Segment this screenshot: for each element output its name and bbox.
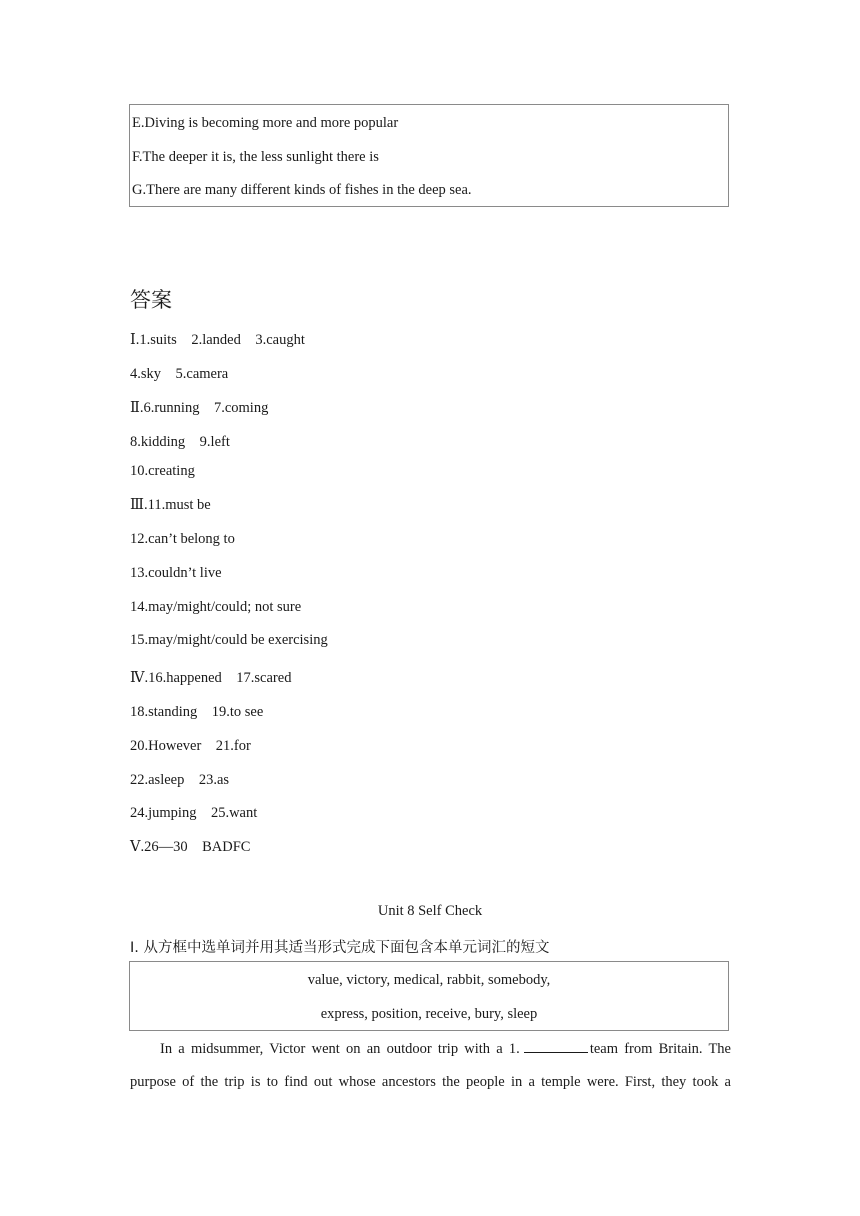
passage-text: team from Britain. The	[589, 1041, 731, 1057]
answer-line: Ⅱ.6.running 7.coming	[130, 400, 269, 416]
answer-line: 13.couldn’t live	[130, 565, 222, 581]
passage-line-2: purpose of the trip is to find out whose ancestors the people in a temple were. First, they took a	[130, 1074, 731, 1090]
answer-line: 20.However 21.for	[130, 738, 251, 754]
answer-line: 24.jumping 25.want	[130, 805, 258, 821]
answer-line: Ⅲ.11.must be	[130, 497, 211, 513]
word-box-line: value, victory, medical, rabbit, somebody,	[307, 972, 551, 988]
word-box	[129, 961, 729, 1031]
answer-line: Ⅴ.26—30 BADFC	[130, 839, 251, 855]
answer-blank[interactable]	[524, 1040, 588, 1053]
word-box-line: express, position, receive, bury, sleep	[320, 1006, 538, 1022]
answer-line: 10.creating	[130, 463, 195, 479]
answers-heading: 答案	[130, 288, 172, 312]
option-g: G.There are many different kinds of fishes in the deep sea.	[132, 182, 472, 198]
unit-title: Unit 8 Self Check	[377, 903, 483, 919]
passage-line-1	[130, 1040, 731, 1058]
answer-line: 15.may/might/could be exercising	[130, 632, 328, 648]
passage-text: In a midsummer, Victor went on an outdoor trip with a 1.	[160, 1041, 520, 1057]
answer-line: 22.asleep 23.as	[130, 772, 230, 788]
answer-line: Ⅰ.1.suits 2.landed 3.caught	[130, 332, 305, 348]
option-e: E.Diving is becoming more and more popular	[132, 115, 399, 131]
options-box	[129, 104, 729, 207]
answer-line: Ⅳ.16.happened 17.scared	[130, 670, 292, 686]
answer-line: 14.may/might/could; not sure	[130, 599, 302, 615]
option-f: F.The deeper it is, the less sunlight there is	[132, 149, 379, 165]
answer-line: 18.standing 19.to see	[130, 704, 264, 720]
section-title: Ⅰ. 从方框中选单词并用其适当形式完成下面包含本单元词汇的短文	[130, 940, 550, 956]
answer-line: 12.can’t belong to	[130, 531, 235, 547]
answer-line: 4.sky 5.camera	[130, 366, 229, 382]
answer-line: 8.kidding 9.left	[130, 434, 230, 450]
